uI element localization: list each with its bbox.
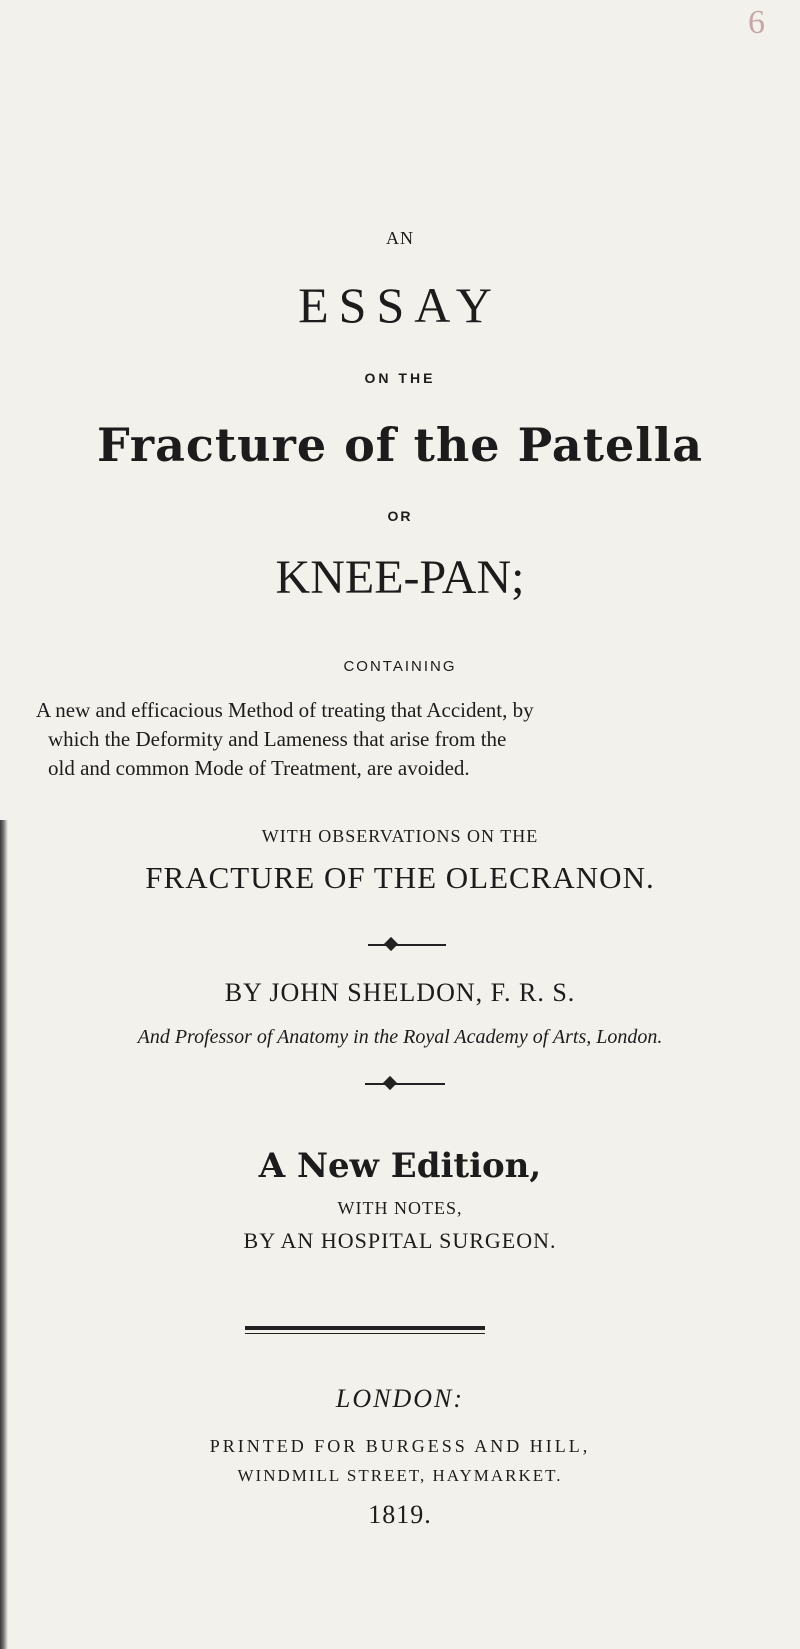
title-fracture-of-the-patella: Fracture of the Patella: [97, 418, 703, 472]
description-line: A new and efficacious Method of treating that Accident, by: [36, 698, 534, 722]
double-rule: [245, 1326, 485, 1330]
heading-containing: CONTAINING: [343, 658, 457, 675]
heading-essay: ESSAY: [298, 277, 502, 333]
heading-on-the: ON THE: [364, 370, 436, 386]
title-olecranon: FRACTURE OF THE OLECRANON.: [145, 860, 655, 895]
imprint-year: 1819.: [368, 1500, 432, 1529]
description-line: old and common Mode of Treatment, are avoided.: [48, 756, 470, 780]
with-notes: WITH NOTES,: [337, 1198, 463, 1218]
description: [36, 696, 766, 783]
binding-edge-shadow: [0, 820, 8, 1649]
ornament-diamond-icon: [384, 937, 398, 951]
ornament-diamond-icon: [383, 1076, 397, 1090]
by-surgeon: BY AN HOSPITAL SURGEON.: [243, 1228, 557, 1253]
author-credentials: And Professor of Anatomy in the Royal Academy of Arts, London.: [137, 1026, 663, 1048]
heading-an: AN: [386, 228, 414, 248]
new-edition: A New Edition,: [258, 1146, 542, 1186]
heading-or: OR: [387, 508, 413, 524]
title-knee-pan: KNEE-PAN;: [275, 551, 525, 604]
description-line: which the Deformity and Lameness that arise from the: [48, 727, 507, 751]
imprint-city: LONDON:: [335, 1384, 465, 1413]
heading-with-observations: WITH OBSERVATIONS ON THE: [261, 826, 539, 846]
imprint-printer: PRINTED FOR BURGESS AND HILL,: [209, 1436, 591, 1456]
ornament-divider: [368, 944, 446, 946]
double-rule-thin: [245, 1333, 485, 1334]
pencil-page-number: 6: [748, 4, 765, 41]
author-line: BY JOHN SHELDON, F. R. S.: [224, 978, 576, 1007]
ornament-divider: [365, 1083, 445, 1085]
imprint-address: WINDMILL STREET, HAYMARKET.: [237, 1466, 563, 1485]
